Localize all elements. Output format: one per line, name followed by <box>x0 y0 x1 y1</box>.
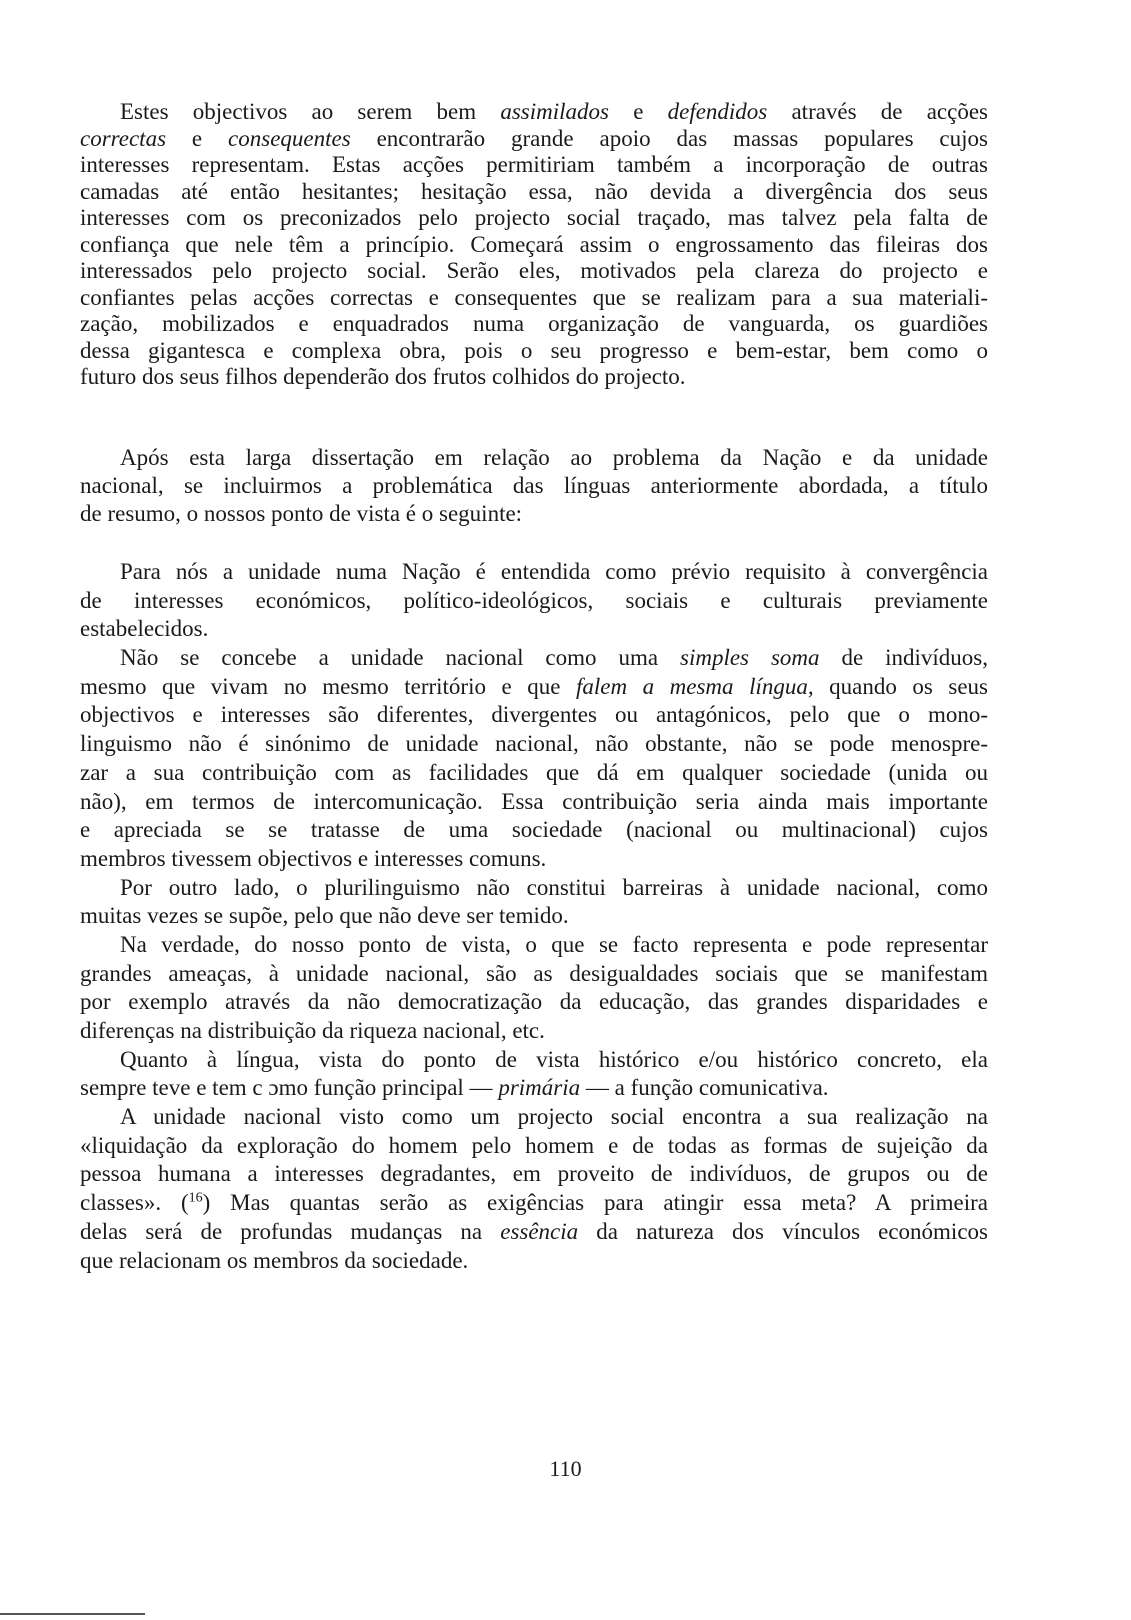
text-segment: de resumo, o nossos ponto de vista é o seguinte: <box>80 501 523 526</box>
text-segment: Estes objectivos ao serem bem <box>120 99 501 124</box>
text-segment: confiantes pelas acções correctas e consequentes que se realizam para a sua materiali- <box>80 284 988 310</box>
text-segment: «liquidação da exploração do homem pelo homem e de todas as formas de sujeição da <box>80 1132 988 1158</box>
text-line <box>80 845 988 874</box>
text-line <box>80 759 988 788</box>
text-line <box>80 960 988 989</box>
text-segment: Após esta larga dissertação em relação ao problema da Nação e da unidade <box>120 445 988 470</box>
text-segment: de indivíduos, <box>819 645 988 671</box>
text-segment: Na verdade, do nosso ponto de vista, o que se facto representa e pode representar <box>120 931 988 957</box>
text-line <box>80 874 988 903</box>
text-segment: encontrarão grande apoio das massas populares cujos <box>350 125 988 151</box>
text-line <box>80 99 988 126</box>
text-line <box>80 1046 988 1075</box>
text-segment: e <box>166 125 229 151</box>
text-segment: Não se concebe a unidade nacional como uma <box>120 645 680 671</box>
text-line <box>80 1074 988 1103</box>
text-line <box>80 816 988 845</box>
text-segment: muitas vezes se supõe, pelo que não deve ser temido. <box>80 903 569 929</box>
text-line <box>80 1017 988 1046</box>
text-line <box>80 285 988 312</box>
text-line <box>80 730 988 759</box>
italic-text: primária <box>498 1075 581 1101</box>
text-segment: não), em termos de intercomunicação. Essa contribuição seria ainda mais importante <box>80 788 988 814</box>
italic-text: correctas <box>80 125 167 151</box>
text-line <box>80 644 988 673</box>
text-segment: A unidade nacional visto como um projecto social encontra a sua realização na <box>120 1104 988 1130</box>
text-line <box>80 902 988 931</box>
text-segment: ) Mas quantas serão as exigências para atingir essa meta? A primeira <box>202 1190 988 1216</box>
text-line <box>80 179 988 206</box>
italic-text: falem a mesma língua, <box>576 673 814 699</box>
text-line <box>80 558 988 587</box>
text-line <box>80 988 988 1017</box>
page-number: 110 <box>549 1456 582 1481</box>
text-line <box>80 673 988 702</box>
text-segment: interessados pelo projecto social. Serão eles, motivados pela clareza do projecto e <box>80 258 988 283</box>
italic-text: defendidos <box>667 99 768 124</box>
text-line <box>80 232 988 259</box>
text-segment: delas será de profundas mudanças na <box>80 1218 501 1244</box>
text-line <box>80 1247 988 1276</box>
text-segment: linguismo não é sinónimo de unidade nacional, não obstante, não se pode menospre- <box>80 731 988 757</box>
text-segment: membros tivessem objectivos e interesses comuns. <box>80 845 547 871</box>
italic-text: simples soma <box>680 645 820 671</box>
text-segment: grandes ameaças, à unidade nacional, são as desigualdades sociais que se manifestam <box>80 960 988 986</box>
text-line <box>80 126 988 153</box>
text-segment: dessa gigantesca e complexa obra, pois o seu progresso e bem-estar, bem como o <box>80 337 988 363</box>
text-segment: — a função comunicativa. <box>580 1075 829 1101</box>
text-segment: por exemplo através da não democratização da educação, das grandes disparidades e <box>80 989 988 1015</box>
italic-text: essência <box>500 1218 579 1244</box>
text-segment: interesses com os preconizados pelo projecto social traçado, mas talvez pela falta de <box>80 205 988 230</box>
paragraph-block-summary-intro <box>80 444 988 528</box>
italic-text: assimilados <box>500 99 609 124</box>
text-line <box>80 1103 988 1132</box>
text-line <box>80 1132 988 1161</box>
text-segment: zação, mobilizados e enquadrados numa organização de vanguarda, os guardiões <box>80 311 988 336</box>
text-line <box>80 338 988 365</box>
text-segment: e apreciada se se tratasse de uma sociedade (nacional ou multinacional) cujos <box>80 817 988 843</box>
text-segment: classes». ( <box>80 1190 189 1216</box>
text-segment: interesses representam. Estas acções permitiriam também a incorporação de outras <box>80 152 988 177</box>
text-segment: mesmo que vivam no mesmo território e que <box>80 673 576 699</box>
text-segment: Por outro lado, o plurilinguismo não constitui barreiras à unidade nacional, como <box>120 874 988 900</box>
text-segment: diferenças na distribuição da riqueza nacional, etc. <box>80 1018 545 1043</box>
text-segment: quando os seus <box>813 673 988 699</box>
scan-edge-line <box>0 1613 145 1615</box>
text-segment: e <box>608 99 668 124</box>
text-segment: confiança que nele têm a princípio. Começará assim o engrossamento das fileiras dos <box>80 231 988 257</box>
text-segment: que relacionam os membros da sociedade. <box>80 1247 469 1273</box>
text-segment: Para nós a unidade numa Nação é entendida como prévio requisito à convergência <box>120 559 988 584</box>
text-segment: nacional, se incluirmos a problemática das línguas anteriormente abordada, a título <box>80 473 988 498</box>
text-segment: zar a sua contribuição com as facilidades que dá em qualquer sociedade (unida ou <box>80 759 988 785</box>
text-segment: camadas até então hesitantes; hesitação essa, não devida a divergência dos seus <box>80 178 988 204</box>
italic-text: consequentes <box>228 125 351 151</box>
text-line <box>80 1218 988 1247</box>
text-segment: sempre teve e tem c ɔmo função principal — <box>80 1075 499 1101</box>
text-line <box>80 701 988 730</box>
text-line <box>80 615 988 644</box>
text-line <box>80 152 988 179</box>
text-line <box>80 1189 988 1218</box>
text-line <box>80 205 988 232</box>
text-segment: da natureza dos vínculos económicos <box>578 1218 988 1244</box>
text-line <box>80 788 988 817</box>
text-segment: estabelecidos. <box>80 616 209 642</box>
paragraph-block-viewpoint <box>80 558 988 1275</box>
text-line <box>80 258 988 285</box>
text-segment: Quanto à língua, vista do ponto de vista histórico e/ou histórico concreto, ela <box>120 1046 988 1072</box>
text-segment: através de acções <box>767 99 988 124</box>
text-segment: pessoa humana a interesses degradantes, em proveito de indivíduos, de grupos ou de <box>80 1161 988 1187</box>
text-line <box>80 931 988 960</box>
text-line <box>80 472 988 500</box>
text-segment: de interesses económicos, político-ideológicos, sociais e culturais previamente <box>80 587 988 613</box>
text-line <box>80 364 988 391</box>
footnote-ref: 16 <box>188 1190 203 1206</box>
text-line <box>80 444 988 472</box>
paragraph-block-objectives <box>80 99 988 391</box>
text-line <box>80 1160 988 1189</box>
text-line <box>80 311 988 338</box>
text-line <box>80 500 988 528</box>
text-line <box>80 587 988 616</box>
text-segment: objectivos e interesses são diferentes, divergentes ou antagónicos, pelo que o mono- <box>80 702 988 728</box>
text-segment: futuro dos seus filhos dependerão dos frutos colhidos do projecto. <box>80 364 686 389</box>
